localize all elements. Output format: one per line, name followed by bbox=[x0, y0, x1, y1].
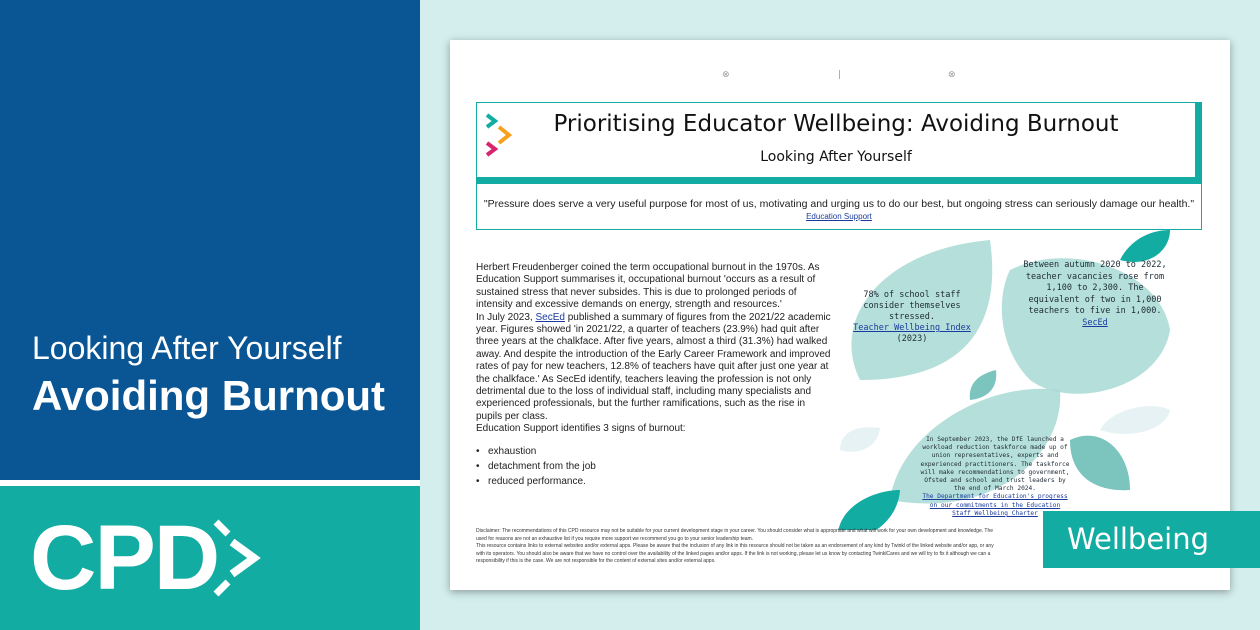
punch-hole-icon: ⊗ bbox=[948, 70, 956, 80]
list-item: • detachment from the job bbox=[476, 459, 832, 474]
seced-link[interactable]: SecEd bbox=[1082, 317, 1108, 328]
quote-source-link[interactable]: Education Support bbox=[806, 212, 872, 221]
leaf-shape bbox=[1120, 230, 1170, 262]
list-item: • exhaustion bbox=[476, 444, 832, 459]
disclaimer-line: This resource contains links to external websites and/or external apps. Please be aware that the inclusion of any link in this resource should not be taken as an endorsement of any kind by Twinkl of the linked website and/or app, or any bbox=[476, 543, 994, 550]
list-item: • reduced performance. bbox=[476, 474, 832, 489]
disclaimer-line: Disclaimer: The recommendations of this CPD resource may not be suitable for your current development stage in your career. You should consider what is appropriate and what will work for your own development and knowledge. The bbox=[476, 528, 994, 534]
seced-link[interactable]: SecEd bbox=[535, 311, 565, 323]
paragraph: Herbert Freudenberger coined the term occupational burnout in the 1970s. As Education Support summarises it, occupational burnout 'occurs as a result of sustained stress that never subsides. This is due to prolonged periods of intensity and excessive demands on energy, strength and resources.' bbox=[476, 262, 820, 311]
wellbeing-tag: Wellbeing bbox=[1043, 511, 1260, 568]
teacher-wellbeing-index-link[interactable]: Teacher Wellbeing Index bbox=[853, 323, 971, 333]
punch-hole-icon: ⊗ bbox=[722, 70, 730, 80]
paragraph bbox=[476, 312, 832, 424]
document-preview bbox=[450, 40, 1230, 590]
banner-subtitle: Looking After Yourself bbox=[32, 330, 342, 366]
paragraph: Education Support identifies 3 signs of burnout: bbox=[476, 423, 686, 435]
leaf-shape bbox=[838, 490, 900, 530]
body-text bbox=[476, 262, 832, 489]
document-subtitle: Looking After Yourself bbox=[760, 149, 912, 165]
leaf-shape bbox=[840, 427, 880, 452]
leaf-year: (2023) bbox=[896, 334, 928, 344]
leaf-text: 78% of school staff consider themselves stressed. bbox=[863, 290, 961, 322]
disclaimer-line: with its operators. You should also be aware that we have no control over the availability of the linked pages and/or apps. If the link is not working, please let us know by contacting TwinklCares and we will try to fix it although we can a bbox=[476, 550, 991, 557]
document-header bbox=[476, 102, 1202, 184]
paragraph-text: published a summary of figures from the 2021/22 academic year. Figures showed 'in 2021/22, a quarter of teachers (23.9%) had quit after three years at the chalkface. After five years, almost a third (31.3%) had walked away. And despite the introduction of the Early Career Framework and improved rates of pay for new teachers, 12.8% of teachers have quit after just one year at the chalkface.' As SecEd identify, teachers leaving the profession is not only detrimental due to the loss of individual staff, including many specialists and experienced professionals, but the further ramifications, such as the rise in pupils per class. bbox=[476, 311, 831, 422]
stat-leaf-taskforce bbox=[920, 436, 1070, 518]
punch-mark-icon: | bbox=[838, 70, 842, 80]
leaf-text: In September 2023, the DfE launched a workload reduction taskforce made up of union representatives, experts and experienced practitioners. The taskforce will make recommendations to government, Ofsted and school and trust leaders by the end of March 2024. bbox=[920, 436, 1070, 493]
leaf-text: Between autumn 2020 to 2022, teacher vacancies rose from 1,100 to 2,300. The equivalent of two in 1,000 teachers to five in 1,000. bbox=[1023, 260, 1167, 316]
paragraph-text: In July 2023, bbox=[476, 311, 536, 323]
disclaimer-line: used for reasons are not an exhaustive list if you require more support we recommend you go to your senior leadership team. bbox=[476, 535, 754, 542]
dfe-charter-link[interactable]: The Department for Education's progress on our commitments in the Education Staff Wellbeing Charter bbox=[922, 493, 1068, 517]
chevron-arrows-icon bbox=[210, 512, 280, 604]
banner-title: Avoiding Burnout bbox=[32, 372, 386, 419]
cpd-logo-text: CPD bbox=[30, 507, 219, 609]
quote-text: "Pressure does serve a very useful purpose for most of us, motivating and urging us to do our best, but ongoing stress can seriously damage our health." bbox=[483, 198, 1195, 210]
stat-leaf-stress bbox=[852, 290, 972, 345]
burnout-signs-list bbox=[476, 444, 832, 489]
leaf-shape bbox=[1100, 406, 1170, 434]
disclaimer-line: responsibility if this is the case. We are not responsible for the content of external sites and/or external apps. bbox=[476, 558, 716, 565]
quote-box bbox=[476, 184, 1202, 230]
leaf-shape bbox=[970, 370, 996, 400]
leaf-shape bbox=[1070, 436, 1130, 491]
document-title: Prioritising Educator Wellbeing: Avoiding Burnout bbox=[553, 111, 1119, 137]
stat-leaf-vacancies bbox=[1020, 260, 1170, 329]
